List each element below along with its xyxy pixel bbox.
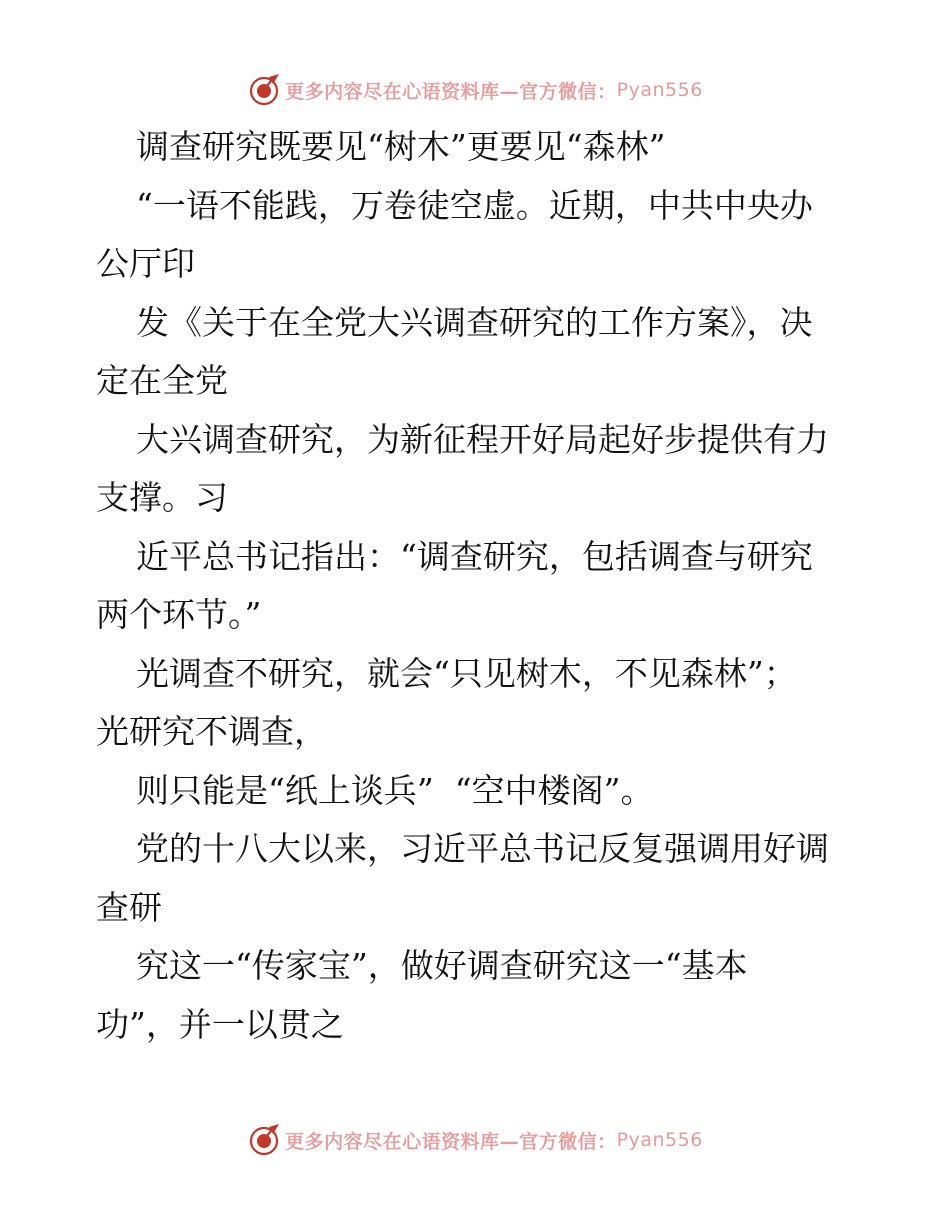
paragraph-line: 定在全党 — [96, 361, 228, 400]
paragraph-line: 光调查不研究，就会“只见树木，不见森林”； — [136, 653, 797, 693]
paragraph-line: 支撑。习 — [96, 478, 228, 517]
paragraph-line: 光研究不调查， — [96, 712, 327, 751]
footer-watermark-banner — [0, 1120, 950, 1160]
paragraph-line: 近平总书记指出：“调查研究，包括调查与研究 — [136, 536, 813, 576]
banner-wechat-id: Pyan556 — [616, 79, 703, 101]
header-watermark-banner — [0, 70, 950, 110]
paragraph-line: 究这一“传家宝”，做好调查研究这一“基本 — [136, 946, 748, 985]
banner-text: 更多内容尽在心语资料库—官方微信： — [285, 1130, 617, 1153]
paragraph-line: 则只能是“纸上谈兵” “空中楼阁”。 — [136, 770, 654, 810]
paragraph-line: 功”，并一以贯之 — [96, 1004, 344, 1044]
quill-pen-logo-icon — [247, 1123, 281, 1157]
paragraph-line: 两个环节。” — [96, 595, 262, 634]
document-body — [96, 118, 856, 1054]
paragraph-line: “一语不能践，万卷徒空虚。近期，中共中央办 — [136, 185, 813, 225]
banner-text: 更多内容尽在心语资料库—官方微信： — [285, 80, 617, 103]
paragraph-line: 查研 — [96, 887, 162, 927]
quill-pen-logo-icon — [247, 73, 281, 107]
banner-wechat-id: Pyan556 — [616, 1129, 703, 1151]
paragraph-line: 大兴调查研究，为新征程开好局起好步提供有力 — [136, 419, 829, 459]
paragraph-line: 党的十八大以来，习近平总书记反复强调用好调 — [136, 829, 829, 868]
paragraph-line: 发《关于在全党大兴调查研究的工作方案》，决 — [136, 302, 813, 342]
paragraph-line: 公厅印 — [96, 244, 195, 283]
title-line: 调查研究既要见“树木”更要见“森林” — [136, 127, 666, 166]
